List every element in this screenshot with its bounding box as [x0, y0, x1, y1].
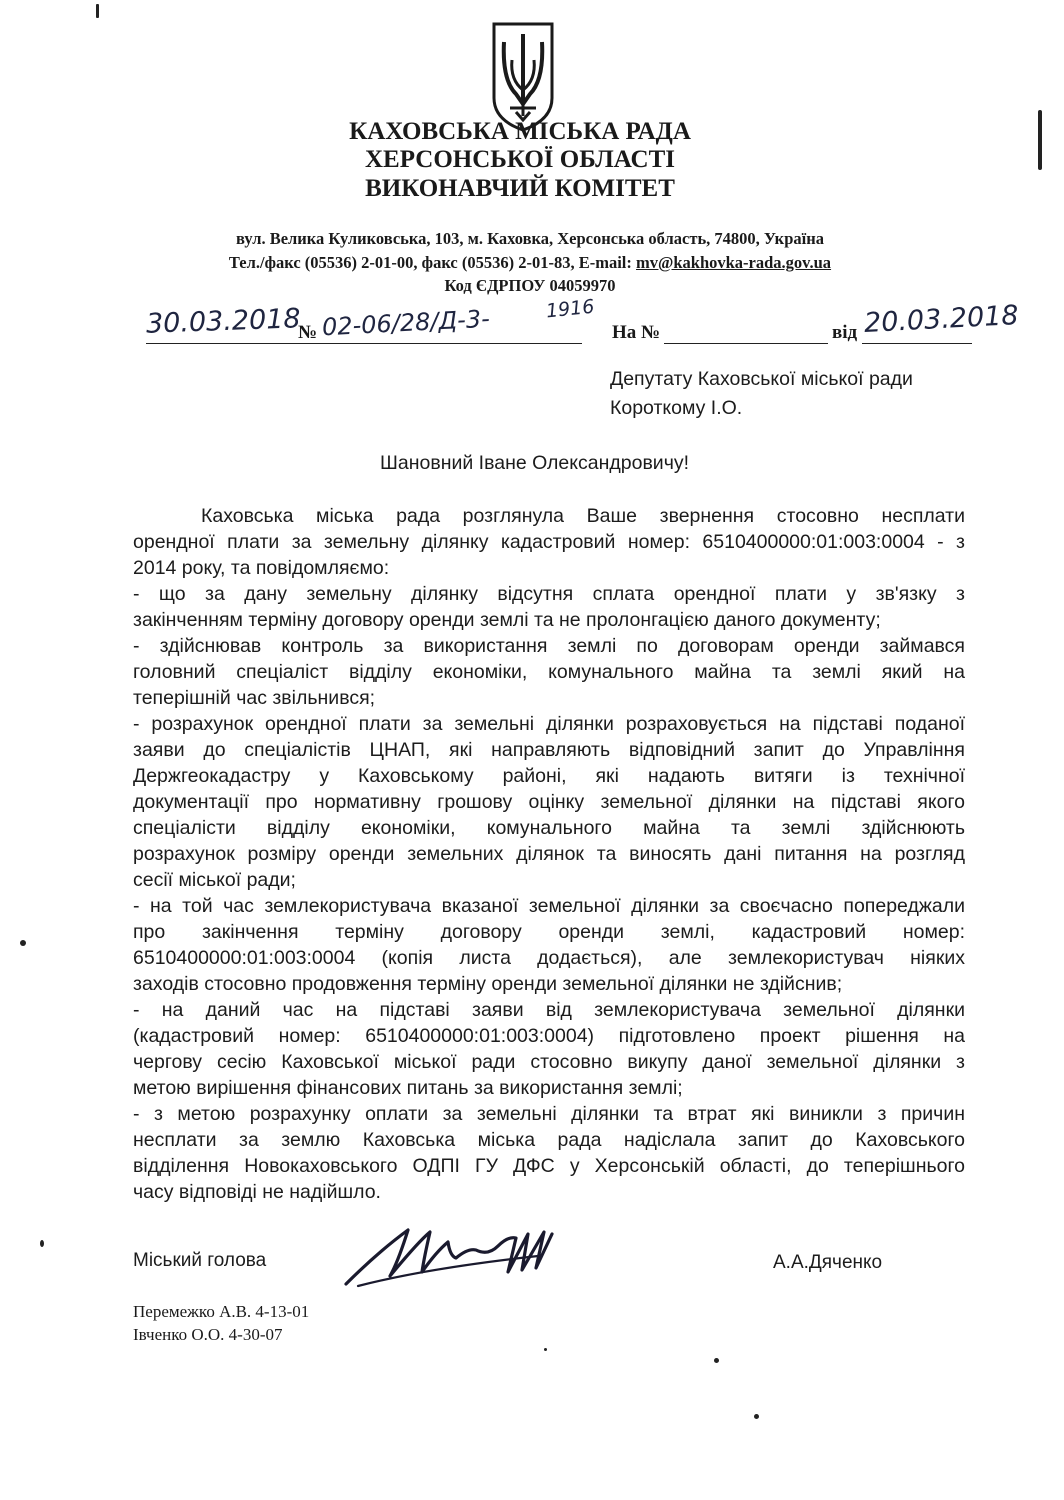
- org-name-line1: КАХОВСЬКА МІСЬКА РАДА: [349, 118, 691, 145]
- body-line: теперішній час звільнився;: [133, 687, 376, 709]
- executor-2: Івченко О.О. 4-30-07: [133, 1325, 283, 1344]
- recipient-line1: Депутату Каховської міської ради: [610, 368, 913, 390]
- body-line: спеціалісти відділу економіки, комунального майна та землі здійснюють: [133, 817, 965, 839]
- body-line: закінченням терміну договору оренди землі та не пролонгацією даного документу;: [133, 609, 881, 631]
- handwritten-signature-icon: [338, 1212, 588, 1292]
- body-line: - на той час землекористувача вказаної земельної ділянки за своєчасно попереджали: [133, 895, 965, 917]
- email-link[interactable]: mv@kakhovka-rada.gov.ua: [636, 253, 832, 272]
- org-contacts: [120, 253, 940, 273]
- body-line: орендної плати за земельну ділянку кадастровий номер: 6510400000:01:003:0004 - з: [133, 531, 965, 553]
- reply-number-blank: [664, 343, 828, 344]
- body-line: метою вирішення фінансових питань за використання землі;: [133, 1077, 683, 1099]
- body-line: часу відповіді не надійшло.: [133, 1181, 381, 1203]
- trident-coat-of-arms-icon: [488, 20, 558, 132]
- org-name-line2: ХЕРСОНСЬКОЇ ОБЛАСТІ: [364, 146, 675, 173]
- body-line: - здійснював контроль за використання землі по договорам оренди займався: [133, 635, 965, 657]
- outgoing-underline: [146, 343, 582, 344]
- body-line: чергову сесію Каховської міської ради стосовно викупу даної земельної ділянки з: [133, 1051, 965, 1073]
- body-line: головний спеціаліст відділу економіки, комунального майна та землі який на: [133, 661, 965, 683]
- scan-artifact: [96, 4, 99, 18]
- scan-artifact: [1038, 110, 1042, 170]
- body-line: заходів стосовно продовження терміну оренди земельної ділянки не здійснив;: [133, 973, 843, 995]
- phone-fax: Тел./факс (05536) 2-01-00, факс (05536) 2-01-83, E-mail:: [228, 253, 636, 272]
- body-line: - з метою розрахунку оплати за земельні ділянки та втрат які виникли з причин: [133, 1103, 965, 1125]
- body-line: про закінчення терміну договору оренди землі, кадастровий номер:: [133, 921, 965, 943]
- scan-artifact: [40, 1240, 44, 1247]
- outgoing-number-suffix: 1916: [544, 295, 596, 323]
- body-line: заяви до спеціалістів ЦНАП, які направляють відповідний запит до Управління: [133, 739, 965, 761]
- salutation: Шановний Іване Олександровичу!: [380, 452, 690, 474]
- org-address: вул. Велика Куликовська, 103, м. Каховка, Херсонська область, 74800, Україна: [236, 229, 824, 248]
- reply-date: 20.03.2018: [863, 299, 1020, 340]
- body-line: - що за дану земельну ділянку відсутня сплата орендної плати у зв'язку з: [133, 583, 965, 605]
- body-line: (кадастровий номер: 6510400000:01:003:0004) підготовлено проект рішення на: [133, 1025, 965, 1047]
- outgoing-number: 02-06/28/Д-3-: [321, 304, 491, 342]
- scan-artifact: [754, 1414, 759, 1419]
- body-line: Каховська міська рада розглянула Ваше звернення стосовно несплати: [201, 505, 965, 527]
- signatory-name: А.А.Дяченко: [773, 1252, 883, 1273]
- reply-date-underline: [862, 343, 972, 344]
- outgoing-date: 30.03.2018: [145, 303, 302, 340]
- number-sign: №: [298, 322, 318, 343]
- executor-1: Перемежко А.В. 4-13-01: [133, 1302, 310, 1321]
- body-line: документації про нормативну грошову оцінку земельної ділянки на підставі якого: [133, 791, 965, 813]
- body-line: розрахунок розміру оренди земельних ділянок та виносять дані питання на розгляд: [133, 843, 965, 865]
- reply-number-label: На №: [612, 322, 661, 343]
- scan-artifact: [544, 1348, 547, 1351]
- body-line: 6510400000:01:003:0004 (копія листа додається), але землекористувач ніяких: [133, 947, 965, 969]
- org-name-line3: ВИКОНАВЧИЙ КОМІТЕТ: [365, 175, 675, 202]
- body-line: сесії міської ради;: [133, 869, 296, 891]
- body-line: відділення Новокаховського ОДПІ ГУ ДФС у Херсонській області, до теперішнього: [133, 1155, 965, 1177]
- scan-artifact: [20, 940, 26, 946]
- body-line: 2014 року, та повідомляємо:: [133, 557, 390, 579]
- body-line: - розрахунок орендної плати за земельні ділянки розраховується на підставі поданої: [133, 713, 965, 735]
- letter-body: [133, 503, 965, 1205]
- scan-artifact: [714, 1358, 719, 1363]
- body-line: - на даний час на підставі заяви від землекористувача земельної ділянки: [133, 999, 965, 1021]
- body-line: несплати за землю Каховська міська рада надіслала запит до Каховського: [133, 1129, 965, 1151]
- recipient-line2: Короткому І.О.: [610, 397, 743, 419]
- reply-date-label: від: [832, 322, 858, 343]
- body-line: Держгеокадастру у Каховському районі, які надають витяги із технічної: [133, 765, 965, 787]
- signatory-position: Міський голова: [133, 1250, 267, 1271]
- org-edrpou: Код ЄДРПОУ 04059970: [444, 276, 616, 295]
